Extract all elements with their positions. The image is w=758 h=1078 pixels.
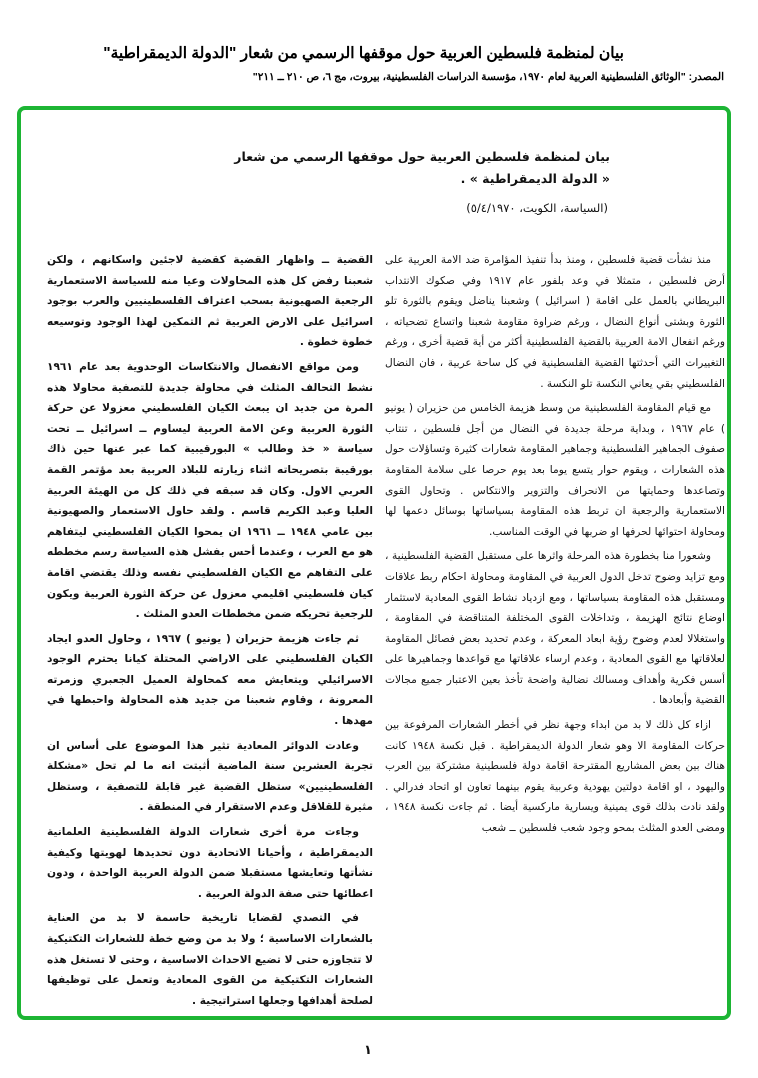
article-left-column [47, 250, 373, 1015]
paragraph: ثم جاءت هزيمة حزيران ( يونيو ) ١٩٦٧ ، وحاول العدو ايجاد الكيان الفلسطيني على الاراضي المحتلة كيانا يحترم الوجود الاسرائيلي ويتعايش معه كمحاولة العميل الجعبري وزمرته المعرونة ، وقاوم شعبنا من جديد هذه المحاولة واحبطها في مهدها . [47, 632, 373, 728]
paragraph: وجاءت مرة أخرى شعارات الدولة الفلسطينية العلمانية الديمقراطية ، وأحيانا الاتحادية دون تحديدها لهويتها وكيفية نشأتها وتعايشها مستقبلا ضمن الدولة العربية الواحدة ، ودون اعطائها حتى صفة الدولة العربية . [47, 826, 373, 900]
paragraph: في التصدي لقضايا تاريخية حاسمة لا بد من العناية بالشعارات الاساسية ؛ ولا بد من وضع خطة للشعارات التكتيكية لا تتجاوزه حتى لا تضيع الاحداث الاساسية ، وحتى لا تستغل هذه الشعارات التكتيكية من القوى المعادية وتعمل على توظيفها لصلحة أهدافها وجعلها استراتيجية . [47, 912, 373, 1007]
article-source: (السياسة، الكويت، ٥/٤/١٩٧٠) [466, 201, 608, 215]
page-number: ١ [364, 1043, 372, 1058]
paragraph: ازاء كل ذلك لا بد من ابداء وجهة نظر في أخطر الشعارات المرفوعة بين حركات المقاومة الا وهو شعار الدولة الديمقراطية . قبل نكسة ١٩٤٨ كانت هناك بين بعض المشاريع المقترحة اقامة دولة فلسطينية مشتركة بين العرب واليهود ، او اقامة دولتين يهودية وعربية يقوم بينهما تعاون او اتحاد فدرالي . ولقد نادت بذلك قوى يمينية ويسارية ماركسية أيضا . ثم جاءت نكسة ١٩٤٨ ، ومضى العدو المثلث بمحو وجود شعب فلسطين ــ شعب [385, 719, 725, 835]
paragraph: القضية ــ واظهار القضية كقضية لاجئين واسكانهم ، ولكن شعبنا رفض كل هذه المحاولات وعيا منه للسياسة الاستعمارية الرجعية الصهيونية بسحب اعتراف الفلسطينيين والعرب بوجود اسرائيل على الارض العربية ثم التمكين لهذا الوجود وتوسيعه خطوة خطوة . [47, 254, 373, 349]
article-title-line-1: بيان لمنظمة فلسطين العربية حول موقفها الرسمي من شعار [234, 149, 610, 164]
article-title-line-2: « الدولة الديمقراطية » . [460, 171, 610, 186]
document-header-source: المصدر: "الوثائق الفلسطينية العربية لعام ١٩٧٠، مؤسسة الدراسات الفلسطينية، بيروت، مج ٦، ص ٢١٠ ــ ٢١١" [252, 71, 724, 83]
article-title [190, 146, 610, 190]
paragraph: مع قيام المقاومة الفلسطينية من وسط هزيمة الخامس من حزيران ( يونيو ) عام ١٩٦٧ ، وبداية مرحلة جديدة في النضال من أجل فلسطين ، تنتاب صفوف الجماهير الفلسطينية وجماهير المقاومة شعارات كثيرة وتساؤلات حول هذه الشعارات ، ويقوم حوار يتسع يوما بعد يوم حرصا على سلامة المقاومة وتصاعدها وحمايتها من الانحراف والتزوير والانتكاس . وتحاول القوى الاستعمارية والرجعية ان تربط هذه المقاومة بسياساتها بوسائل دعمها لها ومحاولة احتوائها لحرفها او ضربها في الوقت المناسب. [385, 402, 725, 538]
paragraph: وشعورا منا بخطورة هذه المرحلة واثرها على مستقبل القضية الفلسطينية ، ومع تزايد وضوح تدخل الدول العربية في المقاومة ومحاولة احكام ربط علاقات ومستقبل هذه المقاومة بسياساتها ، ومع ازدياد نشاط القوى المعادية لاستثمار اوضاع نتائج الهزيمة ، وتداخلات القوى المختلفة المتناقضة في المقاومة ، واستغلالا لعدم وضوح رؤية ابعاد المعركة ، وعدم تحديد بعض فصائل المقاومة لعلاقاتها مع القوى المعادية ، وعدم ارساء علاقاتها مع قواعدها وجماهيرها على أسس فكرية وأهداف ومسالك نضالية واضحة تأخذ بعين الاعتبار جميع مجالات القضية وأبعادها . [385, 550, 725, 707]
article-right-column [385, 250, 725, 843]
paragraph: وعادت الدوائر المعادية تثير هذا الموضوع على أساس ان تجربة العشرين سنة الماضية أثبتت انه ما لم تحل «مشكلة الفلسطينيين» ستظل القضية غير قابلة للتصفية ، وستظل مثيرة للقلاقل وعدم الاستقرار في المنطقة . [47, 739, 373, 814]
document-header-title: بيان لمنظمة فلسطين العربية حول موقفها الرسمي من شعار "الدولة الديمقراطية" [103, 45, 624, 62]
paragraph: ومن مواقع الانفصال والانتكاسات الوحدوية بعد عام ١٩٦١ نشط التحالف المثلث في محاولة جديدة للتصفية محاولا هذه المرة من جديد ان يبعث الكيان الفلسطيني معزولا عن حركة الثورة العربية وعن الامة العربية ليساوم ــ اسرائيل ــ تحت سياسة « خذ وطالب » البورقيبية كما عبر عنها حين ذاك بورقيبة بتصريحاته اثناء زيارته للبلاد العربية بعد مؤتمر القمة العربي الاول. وكان قد سبقه في ذلك كل من الهيئة العربية العليا وعبد الكريم قاسم . ولقد حاول الاستعمار والصهيونية بين عامي ١٩٤٨ ــ ١٩٦١ ان يمحوا الكيان الفلسطيني ليتفاهم هو مع العرب ، وعندما أحس بفشل هذه السياسة رسم مخططه على التفاهم مع الكيان الفلسطيني نفسه وذلك يقتضي اقامة كيان فلسطيني اقليمي معزول عن حركة الثورة العربية ويكون للرجعية تحريكه ضمن مخططات العدو المثلث . [47, 360, 373, 621]
paragraph: منذ نشأت قضية فلسطين ، ومنذ بدأ تنفيذ المؤامرة ضد الامة العربية على أرض فلسطين ، متمثلا في وعد بلفور عام ١٩١٧ وفي صكوك الانتداب البريطاني بالعمل على اقامة ( اسرائيل ) وشعبنا يناضل ويقوم بالثورة تلو الثورة وبشتى أنواع النضال ، ورغم ضراوة مقاومة شعبنا واتساع تضحياته ، ورغم انفعال الامة العربية بالقضية الفلسطينية أكثر من أية قضية أخرى ، ورغم التغييرات التي أحدثتها القضية الفلسطينية في كل ساحة عربية ، فان النضال الفلسطيني بقي يعاني النكسة تلو النكسة . [385, 254, 725, 390]
